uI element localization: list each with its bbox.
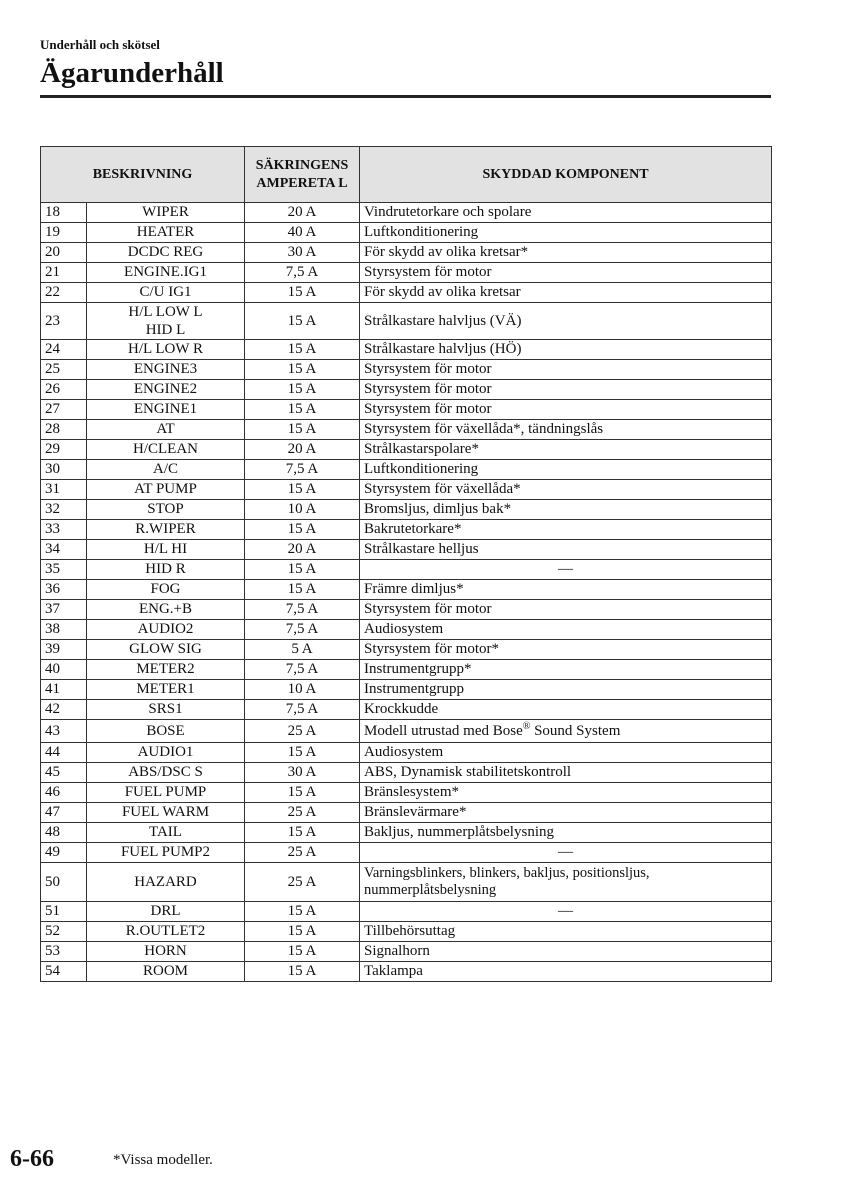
fuse-amperage: 25 A: [245, 803, 360, 823]
header-description: BESKRIVNING: [41, 147, 245, 203]
fuse-amperage: 25 A: [245, 720, 360, 743]
fuse-number: 25: [41, 360, 87, 380]
fuse-amperage: 7,5 A: [245, 600, 360, 620]
protected-component: Främre dimljus*: [360, 580, 772, 600]
protected-component: —: [360, 843, 772, 863]
fuse-amperage: 15 A: [245, 783, 360, 803]
fuse-amperage: 10 A: [245, 500, 360, 520]
protected-component: Bränslesystem*: [360, 783, 772, 803]
table-row: [41, 823, 772, 843]
fuse-number: 34: [41, 540, 87, 560]
protected-component: Styrsystem för växellåda*: [360, 480, 772, 500]
page-number: 6-66: [10, 1146, 54, 1172]
fuse-description: H/L LOW L HID L: [87, 303, 245, 340]
fuse-amperage: 15 A: [245, 942, 360, 962]
protected-component: Taklampa: [360, 962, 772, 982]
protected-component: Strålkastare halvljus (VÄ): [360, 303, 772, 340]
fuse-number: 37: [41, 600, 87, 620]
fuse-description: HID R: [87, 560, 245, 580]
fuse-number: 39: [41, 640, 87, 660]
fuse-amperage: 20 A: [245, 540, 360, 560]
fuse-amperage: 15 A: [245, 580, 360, 600]
table-row: [41, 440, 772, 460]
fuse-description: ENG.+B: [87, 600, 245, 620]
fuse-amperage: 15 A: [245, 380, 360, 400]
fuse-amperage: 7,5 A: [245, 460, 360, 480]
fuse-number: 43: [41, 720, 87, 743]
protected-component: Styrsystem för växellåda*, tändningslås: [360, 420, 772, 440]
table-row: [41, 680, 772, 700]
table-row: [41, 500, 772, 520]
protected-component: Bakljus, nummerplåtsbelysning: [360, 823, 772, 843]
page-title: Ägarunderhåll: [40, 57, 224, 89]
fuse-description: ENGINE3: [87, 360, 245, 380]
fuse-description: AT PUMP: [87, 480, 245, 500]
fuse-number: 28: [41, 420, 87, 440]
table-row: [41, 283, 772, 303]
fuse-number: 48: [41, 823, 87, 843]
fuse-number: 46: [41, 783, 87, 803]
table-row: [41, 863, 772, 902]
table-row: [41, 360, 772, 380]
table-row: [41, 763, 772, 783]
table-row: [41, 480, 772, 500]
protected-component: Styrsystem för motor: [360, 380, 772, 400]
fuse-number: 31: [41, 480, 87, 500]
fuse-number: 22: [41, 283, 87, 303]
protected-component: ABS, Dynamisk stabilitetskontroll: [360, 763, 772, 783]
protected-component: Styrsystem för motor: [360, 360, 772, 380]
protected-component: Signalhorn: [360, 942, 772, 962]
fuse-amperage: 15 A: [245, 400, 360, 420]
fuse-number: 42: [41, 700, 87, 720]
table-row: [41, 620, 772, 640]
fuse-amperage: 15 A: [245, 962, 360, 982]
table-row: [41, 843, 772, 863]
table-row: [41, 560, 772, 580]
fuse-amperage: 15 A: [245, 560, 360, 580]
fuse-number: 44: [41, 743, 87, 763]
fuse-description: ENGINE.IG1: [87, 263, 245, 283]
fuse-number: 18: [41, 203, 87, 223]
fuse-number: 45: [41, 763, 87, 783]
protected-component: Luftkonditionering: [360, 460, 772, 480]
fuse-description: HORN: [87, 942, 245, 962]
fuse-amperage: 15 A: [245, 480, 360, 500]
table-row: [41, 700, 772, 720]
fuse-number: 33: [41, 520, 87, 540]
fuse-number: 26: [41, 380, 87, 400]
fuse-description: DCDC REG: [87, 243, 245, 263]
fuse-table-body: [41, 203, 772, 982]
table-row: [41, 803, 772, 823]
section-label: Underhåll och skötsel: [40, 37, 160, 52]
protected-component: Bakrutetorkare*: [360, 520, 772, 540]
fuse-number: 50: [41, 863, 87, 902]
fuse-number: 41: [41, 680, 87, 700]
table-row: [41, 303, 772, 340]
fuse-description: HEATER: [87, 223, 245, 243]
table-row: [41, 263, 772, 283]
fuse-number: 24: [41, 340, 87, 360]
table-row: [41, 460, 772, 480]
fuse-description: ENGINE2: [87, 380, 245, 400]
table-row: [41, 420, 772, 440]
fuse-number: 32: [41, 500, 87, 520]
fuse-description: TAIL: [87, 823, 245, 843]
protected-component: [360, 720, 772, 743]
fuse-description: GLOW SIG: [87, 640, 245, 660]
table-row: [41, 400, 772, 420]
protected-component: Bromsljus, dimljus bak*: [360, 500, 772, 520]
fuse-number: 21: [41, 263, 87, 283]
fuse-number: 29: [41, 440, 87, 460]
fuse-description: FOG: [87, 580, 245, 600]
protected-component: Strålkastare helljus: [360, 540, 772, 560]
fuse-description: SRS1: [87, 700, 245, 720]
protected-component: Audiosystem: [360, 620, 772, 640]
protected-component: Instrumentgrupp: [360, 680, 772, 700]
table-row: [41, 962, 772, 982]
table-row: [41, 380, 772, 400]
fuse-description: H/L HI: [87, 540, 245, 560]
fuse-description: DRL: [87, 902, 245, 922]
fuse-number: 40: [41, 660, 87, 680]
fuse-amperage: 15 A: [245, 303, 360, 340]
protected-component: För skydd av olika kretsar: [360, 283, 772, 303]
fuse-amperage: 15 A: [245, 743, 360, 763]
fuse-description: AUDIO2: [87, 620, 245, 640]
fuse-description: C/U IG1: [87, 283, 245, 303]
protected-component: —: [360, 902, 772, 922]
fuse-description: ENGINE1: [87, 400, 245, 420]
protected-component: Bränslevärmare*: [360, 803, 772, 823]
fuse-amperage: 7,5 A: [245, 620, 360, 640]
fuse-description: ABS/DSC S: [87, 763, 245, 783]
protected-component: Varningsblinkers, blinkers, bakljus, positionsljus, nummerplåtsbelysning: [360, 863, 772, 902]
component-text-tail: Sound System: [530, 722, 621, 739]
fuse-amperage: 20 A: [245, 203, 360, 223]
table-row: [41, 743, 772, 763]
protected-component: —: [360, 560, 772, 580]
fuse-amperage: 15 A: [245, 420, 360, 440]
fuse-description: HAZARD: [87, 863, 245, 902]
table-row: [41, 223, 772, 243]
table-row: [41, 922, 772, 942]
fuse-description: AT: [87, 420, 245, 440]
fuse-amperage: 7,5 A: [245, 700, 360, 720]
fuse-amperage: 30 A: [245, 243, 360, 263]
protected-component: Instrumentgrupp*: [360, 660, 772, 680]
fuse-amperage: 30 A: [245, 763, 360, 783]
table-row: [41, 902, 772, 922]
protected-component: Styrsystem för motor: [360, 263, 772, 283]
fuse-amperage: 15 A: [245, 922, 360, 942]
table-row: [41, 660, 772, 680]
fuse-number: 20: [41, 243, 87, 263]
fuse-description: METER1: [87, 680, 245, 700]
table-row: [41, 942, 772, 962]
fuse-number: 53: [41, 942, 87, 962]
table-row: [41, 520, 772, 540]
fuse-amperage: 40 A: [245, 223, 360, 243]
fuse-amperage: 20 A: [245, 440, 360, 460]
fuse-description: WIPER: [87, 203, 245, 223]
fuse-amperage: 25 A: [245, 843, 360, 863]
protected-component: Vindrutetorkare och spolare: [360, 203, 772, 223]
header-component: SKYDDAD KOMPONENT: [360, 147, 772, 203]
fuse-description: FUEL WARM: [87, 803, 245, 823]
fuse-description: H/CLEAN: [87, 440, 245, 460]
protected-component: Audiosystem: [360, 743, 772, 763]
table-row: [41, 600, 772, 620]
fuse-number: 35: [41, 560, 87, 580]
protected-component: För skydd av olika kretsar*: [360, 243, 772, 263]
fuse-description: R.WIPER: [87, 520, 245, 540]
fuse-description: R.OUTLET2: [87, 922, 245, 942]
fuse-amperage: 15 A: [245, 520, 360, 540]
title-divider: [40, 95, 771, 98]
fuse-number: 52: [41, 922, 87, 942]
protected-component: Krockkudde: [360, 700, 772, 720]
fuse-amperage: 7,5 A: [245, 660, 360, 680]
fuse-number: 51: [41, 902, 87, 922]
table-header-row: [41, 147, 772, 203]
protected-component: Strålkastarspolare*: [360, 440, 772, 460]
protected-component: Luftkonditionering: [360, 223, 772, 243]
table-row: [41, 640, 772, 660]
protected-component: Strålkastare halvljus (HÖ): [360, 340, 772, 360]
fuse-description: FUEL PUMP: [87, 783, 245, 803]
fuse-amperage: 7,5 A: [245, 263, 360, 283]
fuse-number: 30: [41, 460, 87, 480]
fuse-description: FUEL PUMP2: [87, 843, 245, 863]
fuse-description: BOSE: [87, 720, 245, 743]
fuse-description: STOP: [87, 500, 245, 520]
table-row: [41, 243, 772, 263]
table-row: [41, 580, 772, 600]
footnote: *Vissa modeller.: [113, 1152, 213, 1168]
protected-component: Tillbehörsuttag: [360, 922, 772, 942]
fuse-number: 54: [41, 962, 87, 982]
fuse-number: 19: [41, 223, 87, 243]
fuse-number: 23: [41, 303, 87, 340]
fuse-amperage: 10 A: [245, 680, 360, 700]
fuse-amperage: 15 A: [245, 360, 360, 380]
table-row: [41, 203, 772, 223]
protected-component: Styrsystem för motor: [360, 600, 772, 620]
registered-mark: ®: [522, 720, 531, 732]
fuse-number: 47: [41, 803, 87, 823]
fuse-number: 27: [41, 400, 87, 420]
component-text: Modell utrustad med Bose: [364, 722, 523, 739]
protected-component: Styrsystem för motor: [360, 400, 772, 420]
table-row: [41, 340, 772, 360]
fuse-amperage: 25 A: [245, 863, 360, 902]
fuse-description: ROOM: [87, 962, 245, 982]
fuse-description: AUDIO1: [87, 743, 245, 763]
table-row: [41, 783, 772, 803]
protected-component: Styrsystem för motor*: [360, 640, 772, 660]
fuse-amperage: 15 A: [245, 823, 360, 843]
fuse-description: A/C: [87, 460, 245, 480]
table-row: [41, 720, 772, 743]
fuse-description: METER2: [87, 660, 245, 680]
fuse-number: 38: [41, 620, 87, 640]
fuse-number: 36: [41, 580, 87, 600]
header-amperage: SÄKRINGENS AMPERETA L: [245, 147, 360, 203]
fuse-amperage: 5 A: [245, 640, 360, 660]
fuse-table: [40, 146, 772, 982]
fuse-amperage: 15 A: [245, 283, 360, 303]
fuse-description: H/L LOW R: [87, 340, 245, 360]
fuse-amperage: 15 A: [245, 340, 360, 360]
table-row: [41, 540, 772, 560]
fuse-amperage: 15 A: [245, 902, 360, 922]
fuse-number: 49: [41, 843, 87, 863]
